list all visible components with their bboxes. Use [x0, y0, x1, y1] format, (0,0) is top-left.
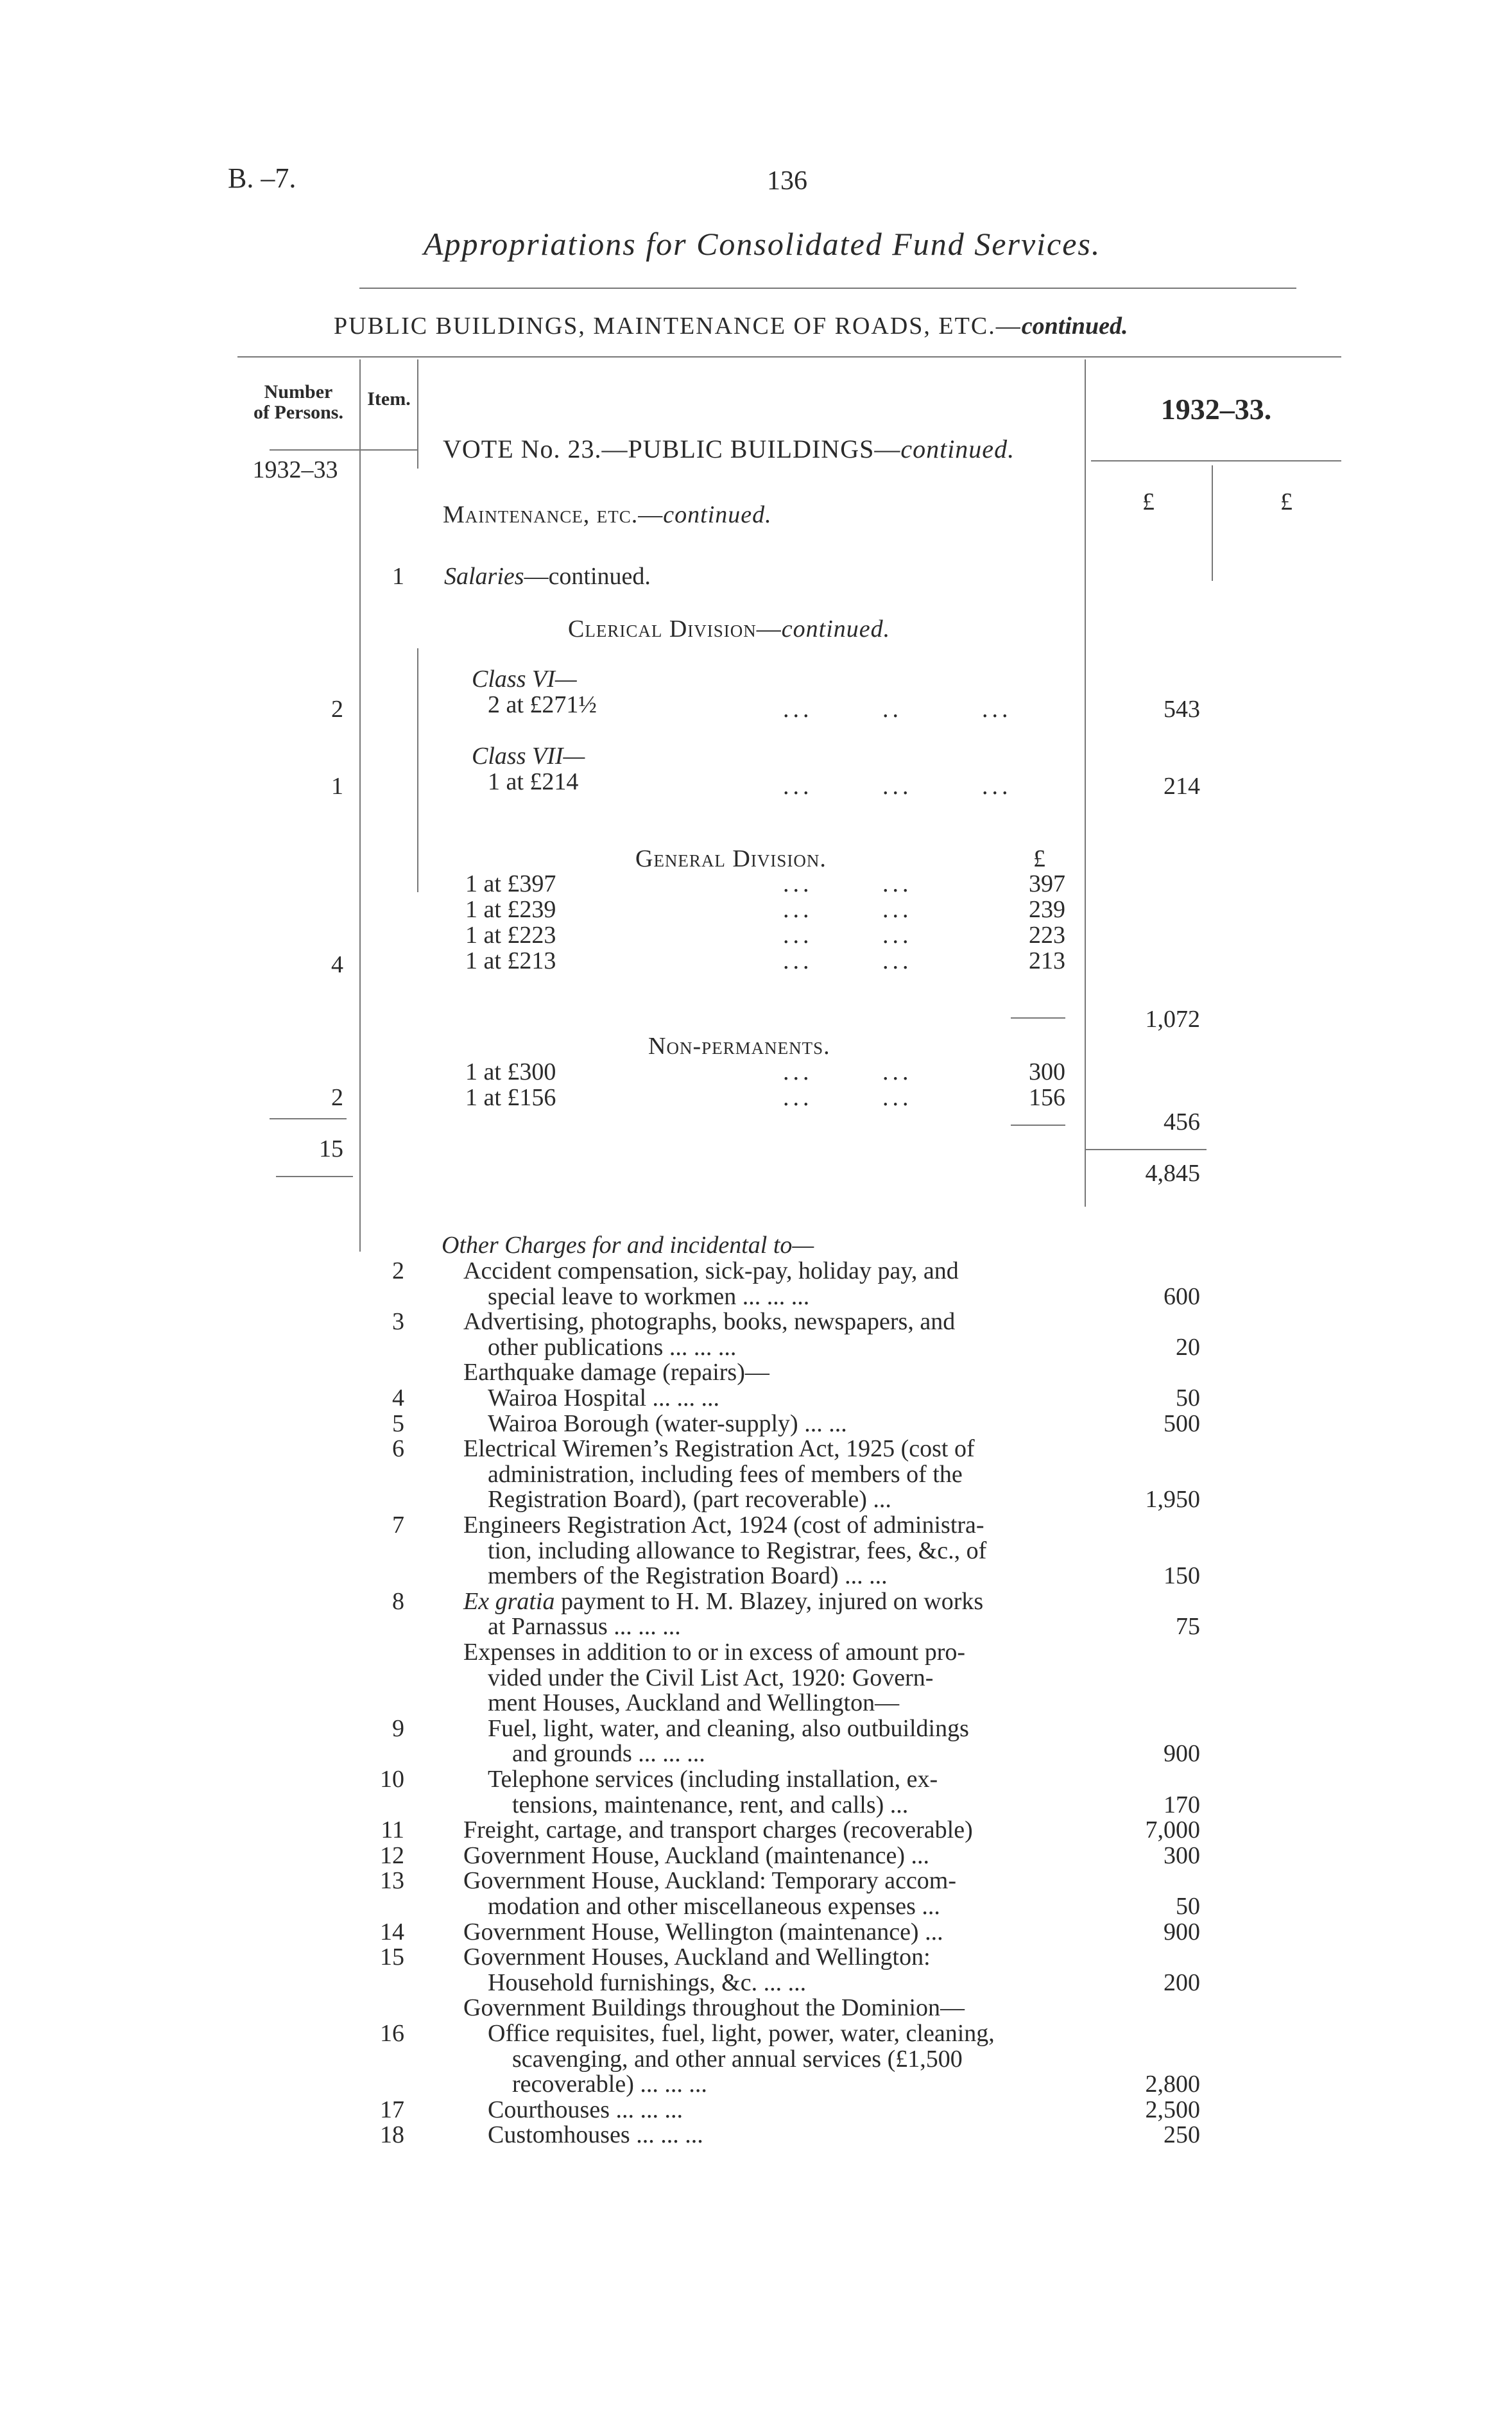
charge-description-line: Electrical Wiremen’s Registration Act, 1925 (cost of: [463, 1435, 975, 1463]
charge-description-line: Government House, Auckland: Temporary accom-: [463, 1867, 957, 1895]
non-permanents-heading: Non-permanents.: [648, 1033, 830, 1060]
general-division-persons: 4: [331, 951, 343, 978]
charge-amount: 600: [1164, 1282, 1200, 1310]
charge-description-line: Customhouses ... ... ...: [488, 2121, 703, 2149]
vote-heading: VOTE No. 23.—PUBLIC BUILDINGS—continued.: [443, 435, 1015, 463]
general-row-1-detail: 1 at £397: [465, 870, 556, 897]
charge-description-line: Ex gratia payment to H. M. Blazey, injured on works: [463, 1587, 984, 1615]
clerical-division-heading: Clerical Division—continued.: [568, 616, 891, 642]
persons-total-rule-top: [270, 1118, 347, 1119]
class-7-amount: 214: [1164, 773, 1200, 800]
charge-description-line: special leave to workmen ... ... ...: [488, 1282, 810, 1310]
general-row-2-amount: 239: [1029, 896, 1065, 923]
general-division-pound: £: [1033, 845, 1045, 872]
persons-total: 15: [319, 1135, 343, 1162]
page-title: Appropriations for Consolidated Fund Services.: [424, 226, 1101, 262]
amount-year-header: 1932–33.: [1160, 393, 1272, 426]
header-sep-left: [270, 449, 417, 451]
charge-amount: 50: [1176, 1384, 1200, 1411]
charge-description-line: Government Houses, Auckland and Wellington:: [463, 1944, 931, 1971]
charge-description-line: Government Buildings throughout the Dominion—: [463, 1994, 965, 2022]
charge-item-number: 2: [392, 1257, 404, 1284]
charge-item-number: 6: [392, 1435, 404, 1463]
charge-item-number: 10: [380, 1766, 404, 1793]
general-row-2-detail: 1 at £239: [465, 896, 556, 923]
charge-item-number: 7: [392, 1512, 404, 1539]
charge-description-line: ment Houses, Auckland and Wellington—: [488, 1689, 900, 1717]
general-division-total: 1,072: [1145, 1006, 1200, 1033]
nonperm-row-2-amount: 156: [1029, 1084, 1065, 1111]
charge-item-number: 13: [380, 1867, 404, 1895]
item-col-left-rule: [359, 359, 361, 1252]
charge-item-number: 16: [380, 2020, 404, 2047]
nonperm-row-2-leader: ... ...: [783, 1084, 913, 1111]
general-row-3-detail: 1 at £223: [465, 922, 556, 949]
charge-item-number: 14: [380, 1918, 404, 1945]
charge-item-number: 15: [380, 1944, 404, 1971]
salaries-heading: Salaries—continued.: [444, 563, 651, 590]
nonperm-persons: 2: [331, 1084, 343, 1111]
charge-description-line: Government House, Wellington (maintenance) ...: [463, 1918, 943, 1945]
charge-description-line: Engineers Registration Act, 1924 (cost of administra-: [463, 1512, 984, 1539]
charge-description-line: at Parnassus ... ... ...: [488, 1613, 681, 1641]
item-col-right-rule-mid: [417, 648, 418, 892]
charge-item-number: 4: [392, 1384, 404, 1411]
charge-description-line: Wairoa Hospital ... ... ...: [488, 1384, 720, 1411]
nonperm-subtotal-rule: [1011, 1125, 1065, 1126]
charge-amount: 50: [1176, 1893, 1200, 1920]
charge-description-line: Fuel, light, water, and cleaning, also outbuildings: [488, 1714, 969, 1742]
charge-amount: 200: [1164, 1969, 1200, 1996]
charge-description-line: members of the Registration Board) ... ...: [488, 1562, 888, 1590]
maintenance-heading: Maintenance, etc.—continued.: [443, 501, 772, 528]
charge-description-line: Household furnishings, &c. ... ...: [488, 1969, 807, 1996]
nonperm-total: 456: [1164, 1108, 1200, 1135]
charge-description-line: tion, including allowance to Registrar, fees, &c., of: [488, 1537, 987, 1564]
charge-description-line: Telephone services (including installation, ex-: [488, 1766, 938, 1793]
charge-description-line: Wairoa Borough (water-supply) ... ...: [488, 1410, 847, 1437]
charge-amount: 75: [1176, 1613, 1200, 1641]
item-col-right-rule-top: [417, 359, 418, 469]
charge-description-line: Registration Board), (part recoverable) ...: [488, 1486, 891, 1514]
charge-amount: 20: [1176, 1333, 1200, 1361]
charge-amount: 1,950: [1145, 1486, 1200, 1514]
class-7-leader: ... ... ...: [783, 773, 1012, 800]
charge-item-number: 12: [380, 1841, 404, 1869]
charge-amount: 900: [1164, 1918, 1200, 1945]
nonperm-row-2-detail: 1 at £156: [465, 1084, 556, 1111]
header-sep-right: [1091, 460, 1341, 461]
nonperm-row-1-amount: 300: [1029, 1058, 1065, 1085]
page-number: 136: [767, 166, 807, 196]
class-7-detail: 1 at £214: [488, 768, 579, 795]
amount-total-rule: [1085, 1149, 1207, 1150]
charge-description-line: Office requisites, fuel, light, power, water, cleaning,: [488, 2020, 995, 2047]
class-6-amount: 543: [1164, 696, 1200, 723]
general-subtotal-rule: [1011, 1017, 1065, 1019]
nonperm-row-1-leader: ... ...: [783, 1058, 913, 1085]
document-reference: B. –7.: [228, 162, 296, 194]
amount-sub-rule: [1212, 465, 1213, 581]
class-6-label: Class VI—: [472, 666, 577, 693]
item-column-header: Item.: [367, 388, 411, 410]
general-row-4-amount: 213: [1029, 947, 1065, 974]
charge-description-line: and grounds ... ... ...: [512, 1740, 705, 1768]
charge-description-line: recoverable) ... ... ...: [512, 2071, 707, 2098]
charge-amount: 7,000: [1145, 1816, 1200, 1844]
title-rule: [359, 288, 1296, 289]
charge-item-number: 17: [380, 2096, 404, 2123]
pound-sign-col2: £: [1280, 488, 1293, 515]
general-row-2-leader: ... ...: [783, 896, 913, 923]
charge-description-line: Government House, Auckland (maintenance) ...: [463, 1841, 929, 1869]
charge-item-number: 3: [392, 1308, 404, 1336]
charge-amount: 300: [1164, 1841, 1200, 1869]
amount-col-left-rule: [1085, 359, 1086, 1207]
general-row-3-leader: ... ...: [783, 922, 913, 949]
page-subtitle: PUBLIC BUILDINGS, MAINTENANCE OF ROADS, ETC.—continued.: [334, 313, 1128, 340]
charge-amount: 250: [1164, 2121, 1200, 2149]
charge-description-line: Earthquake damage (repairs)—: [463, 1359, 769, 1386]
general-row-4-leader: ... ...: [783, 947, 913, 974]
class-6-leader: ... .. ...: [783, 696, 1012, 723]
class-6-detail: 2 at £271½: [488, 691, 597, 718]
persons-total-rule-bottom: [276, 1176, 353, 1177]
general-row-1-leader: ... ...: [783, 870, 913, 897]
table-top-rule: [237, 356, 1341, 358]
charge-description-line: administration, including fees of members of the: [488, 1460, 963, 1488]
general-row-3-amount: 223: [1029, 922, 1065, 949]
nonperm-row-1-detail: 1 at £300: [465, 1058, 556, 1085]
general-row-1-amount: 397: [1029, 870, 1065, 897]
persons-year-label: 1932–33: [252, 456, 338, 483]
charge-description-line: Freight, cartage, and transport charges (recoverable): [463, 1816, 973, 1844]
other-charges-heading: Other Charges for and incidental to—: [442, 1232, 814, 1259]
charge-amount: 2,800: [1145, 2071, 1200, 2098]
general-row-4-detail: 1 at £213: [465, 947, 556, 974]
charge-item-number: 9: [392, 1714, 404, 1742]
charge-amount: 150: [1164, 1562, 1200, 1590]
charge-amount: 170: [1164, 1791, 1200, 1818]
class-7-persons: 1: [331, 773, 343, 800]
charge-description-line: scavenging, and other annual services (£1,500: [512, 2045, 963, 2073]
class-7-label: Class VII—: [472, 743, 585, 770]
charge-item-number: 5: [392, 1410, 404, 1437]
charge-description-line: Courthouses ... ... ...: [488, 2096, 683, 2123]
charge-description-line: vided under the Civil List Act, 1920: Govern-: [488, 1664, 934, 1691]
charge-amount: 2,500: [1145, 2096, 1200, 2123]
charge-description-line: other publications ... ... ...: [488, 1333, 737, 1361]
charge-description-line: Advertising, photographs, books, newspapers, and: [463, 1308, 956, 1336]
charge-description-line: Accident compensation, sick-pay, holiday pay, and: [463, 1257, 959, 1284]
charge-description-line: Expenses in addition to or in excess of amount pro-: [463, 1639, 966, 1666]
salaries-grand-total: 4,845: [1145, 1160, 1200, 1187]
charge-item-number: 11: [381, 1816, 404, 1844]
charge-amount: 500: [1164, 1410, 1200, 1437]
charge-item-number: 8: [392, 1587, 404, 1615]
general-division-heading: General Division.: [635, 845, 827, 872]
charge-description-line: modation and other miscellaneous expenses ...: [488, 1893, 940, 1920]
pound-sign-col1: £: [1142, 488, 1155, 515]
persons-column-header: Number of Persons.: [253, 381, 343, 423]
charge-amount: 900: [1164, 1740, 1200, 1768]
class-6-persons: 2: [331, 696, 343, 723]
charge-description-line: tensions, maintenance, rent, and calls) ...: [512, 1791, 909, 1818]
salaries-item-number: 1: [392, 563, 404, 590]
charge-item-number: 18: [380, 2121, 404, 2149]
